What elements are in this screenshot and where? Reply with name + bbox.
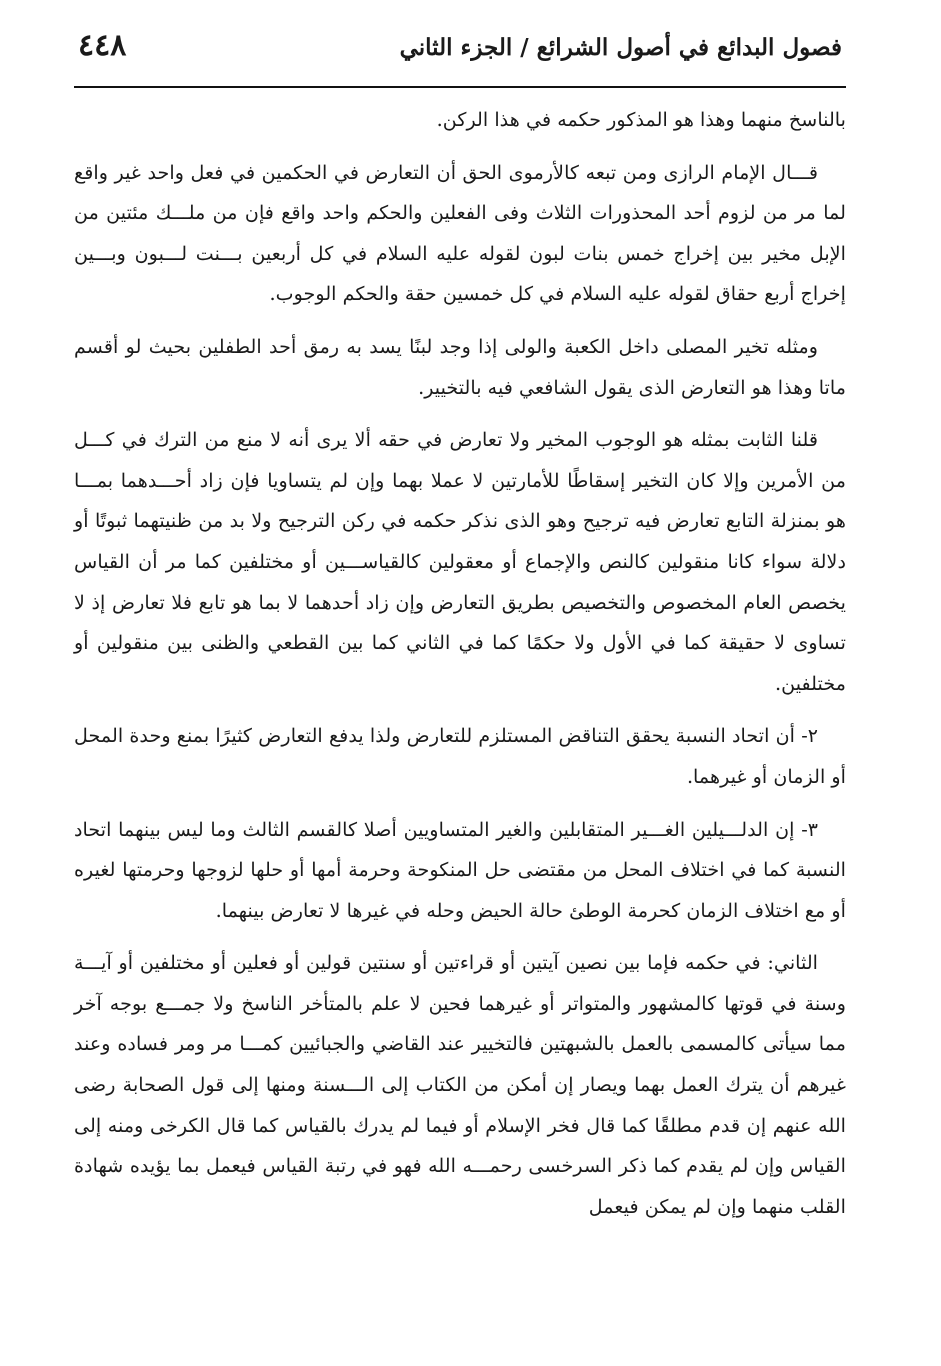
paragraph: قـــال الإمام الرازى ومن تبعه كالأرموى الحق أن التعارض في الحكمين في فعل واحد غير واقع لما مر من لزوم أحد المحذورات الثلاث وفى الفعلين والحكم واحد واقع فإن من ملـــك مئتين من الإبل مخير بين إخراج خمس بنات لبون لقوله عليه السلام في كل أربعين بـــنت لـــبون وبـــين إخراج أربع حقاق لقوله عليه السلام في كل خمسين حقة والحكم الوجوب. <box>74 160 846 306</box>
paragraph: بالناسخ منهما وهذا هو المذكور حكمه في هذا الركن. <box>436 108 846 131</box>
page-header <box>74 28 846 84</box>
paragraph: قلنا الثابت بمثله هو الوجوب المخير ولا تعارض في حقه ألا يرى أنه لا منع من الترك في كـــل من الأمرين وإلا كان التخير إسقاطًا للأمارتين لا عملا بهما وإن لم يتساويا فإن زاد أحـــدهما بمـــا هو بمنزلة التابع تعارض فيه ترجيح وهو الذى نذكر حكمه في ركن الترجيح ولا بد من ظنيتهما ثبوتًا أو دلالة سواء كانا منقولين كالنص والإجماع أو معقولين كالقياســـين أو مختلفين كما مر أن القياس يخصص العام المخصوص والتخصيص بطريق التعارض وإن زاد أحدهما لا بما هو تابع فلا تعارض إذ لا تساوى لا حقيقة كما في الأول ولا حكمًا كما في الثاني كما بين القطعي والظنى بين منقولين أو مختلفين. <box>74 428 846 695</box>
paragraph: ٣- إن الدلـــيلين الغـــير المتقابلين والغير المتساويين أصلا كالقسم الثالث وما ليس بينهما اتحاد النسبة كما في اختلاف المحل من مقتضى حل المنكوحة وحرمة أمها أو حلها لزوجها وحرمتها لغيره أو مع اختلاف الزمان كحرمة الوطئ حالة الحيض وحله في غيرها لا تعارض بينهما. <box>74 817 846 922</box>
header-rule <box>74 86 846 88</box>
book-page <box>74 28 846 1227</box>
paragraph: ومثله تخير المصلى داخل الكعبة والولى إذا وجد لبنًا يسد به رمق أحد الطفلين بحيث لو أقسم ماتا وهذا هو التعارض الذى يقول الشافعي فيه بالتخيير. <box>74 334 846 399</box>
body-text <box>74 100 846 1227</box>
paragraph: الثاني: في حكمه فإما بين نصين آيتين أو قراءتين أو سنتين قولين أو فعلين أو مختلفين أو آيـــة وسنة في قوتها كالمشهور والمتواتر أو غيرهما فحين لا علم بالمتأخر الناسخ ولا جمـــع بوجه آخر مما سيأتى كالمسمى بالعمل بالشبهتين فالتخيير عند القاضي والجبائيين كمـــا مر ومر فساده وعند غيرهم أن يترك العمل بهما ويصار إن أمكن من الكتاب إلى الـــسنة ومنها إلى قول الصحابة رضى الله عنهم إن قدم مطلقًا كما قال فخر الإسلام أو فيما لم يدرك بالقياس كما قال الكرخى ومنه إلى القياس وإن لم يقدم كما ذكر السرخسى رحمـــه الله فهو في رتبة القياس فيعمل بما يؤيده شهادة القلب منهما وإن لم يمكن فيعمل <box>74 951 846 1218</box>
running-title: فصول البدائع في أصول الشرائع / الجزء الثاني <box>399 34 842 61</box>
page-number: ٤٤٨ <box>78 28 127 63</box>
paragraph: ٢- أن اتحاد النسبة يحقق التناقض المستلزم للتعارض ولذا يدفع التعارض كثيرًا بمنع وحدة المحل أو الزمان أو غيرهما. <box>74 724 846 788</box>
